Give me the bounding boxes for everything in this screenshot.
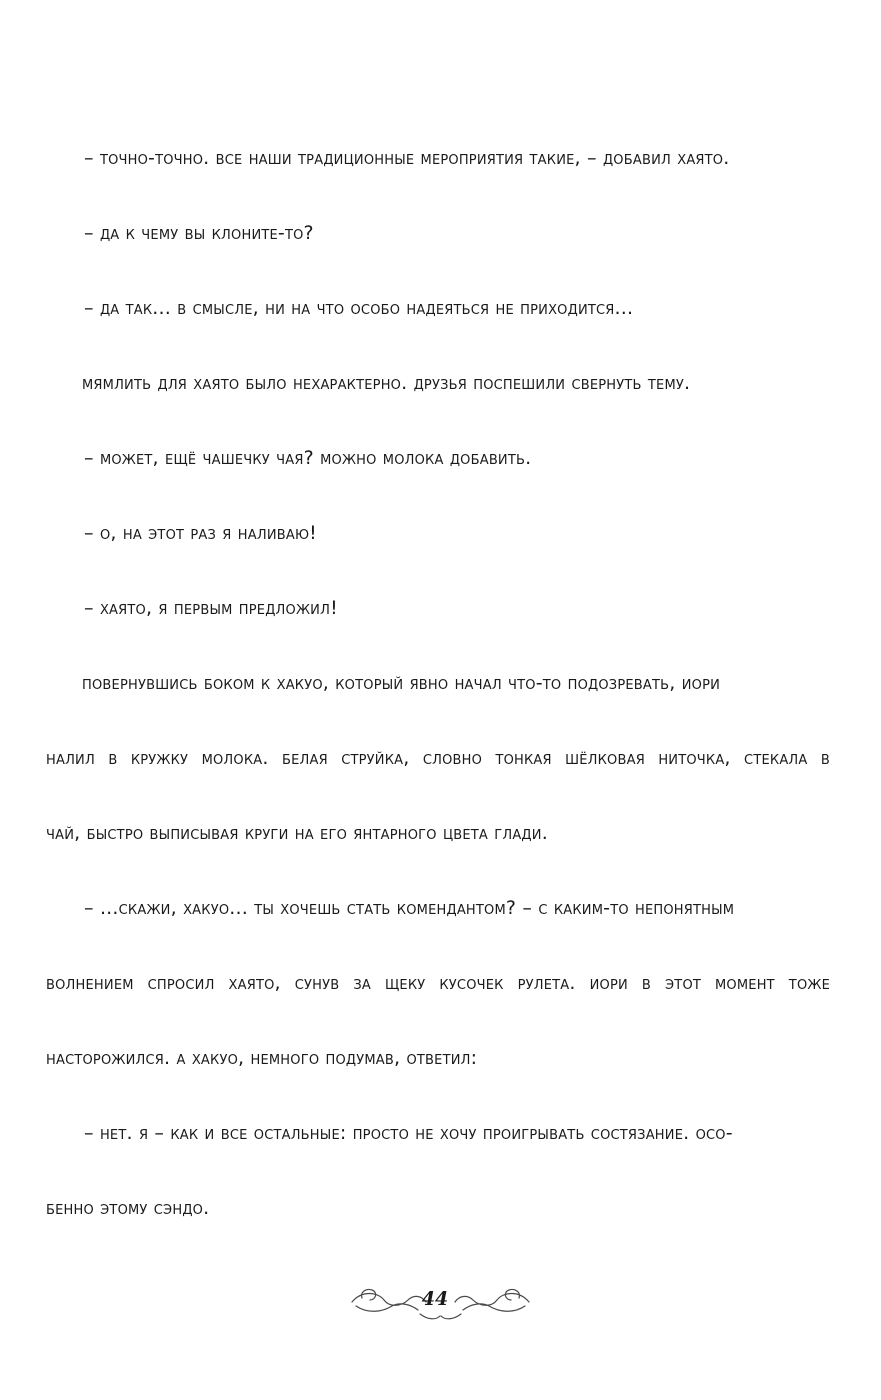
text-line: мямлить для хаято было нехарактерно. друзья поспешили свернуть тему. (82, 372, 691, 394)
text-line: повернувшись боком к хакуо, который явно начал что-то подозревать, иори (82, 672, 721, 694)
text-line: – нет. я – как и все остальные: просто не хочу проигрывать состязание. осо- (84, 1122, 733, 1144)
text-line: – может, ещё чашечку чая? можно молока добавить. (84, 447, 532, 469)
page-footer (0, 1280, 881, 1330)
text-line: бенно этому сэндо. (46, 1197, 210, 1219)
text-line: – да так... в смысле, ни на что особо надеяться не приходится... (84, 297, 634, 319)
text-line: – да к чему вы клоните-то? (84, 222, 314, 244)
text-line: чай, быстро выписывая круги на его янтарного цвета глади. (46, 822, 548, 844)
text-line: – точно-точно. все наши традиционные мероприятия такие, – добавил хаято. (84, 147, 730, 169)
text-line: – о, на этот раз я наливаю! (84, 522, 318, 544)
text-line: – хаято, я первым предложил! (84, 597, 338, 619)
page-number: 44 (421, 1288, 449, 1310)
text-line: налил в кружку молока. белая струйка, словно тонкая шёлковая ниточка, стекала в (46, 747, 830, 769)
text-line: насторожился. а хакуо, немного подумав, ответил: (46, 1047, 478, 1069)
text-line: волнением спросил хаято, сунув за щеку кусочек рулета. иори в этот момент тоже (46, 972, 830, 994)
text-line: – ...скажи, хакуо... ты хочешь стать комендантом? – с каким-то непонятным (84, 897, 735, 919)
